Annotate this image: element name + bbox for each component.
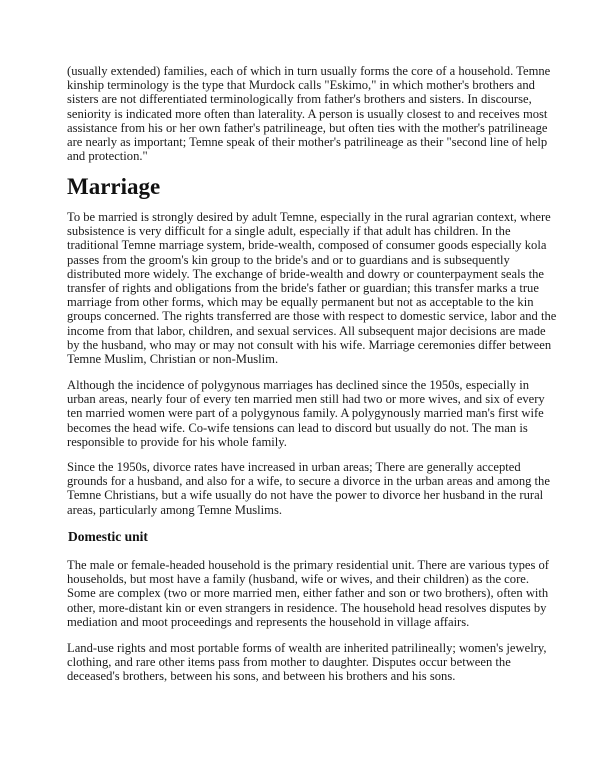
text-line: other, more-distant kin or even strangers in residence. The household head resolves disputes by: [67, 600, 547, 615]
text-line: deceased's brothers, between his sons, and between his brothers and his sons.: [67, 669, 456, 684]
text-line: urban areas, nearly four of every ten married men still had two or more wives, and six of every: [67, 392, 545, 407]
text-line: Since the 1950s, divorce rates have increased in urban areas; There are generally accepted: [67, 460, 521, 474]
heading-marriage: Marriage: [67, 174, 161, 199]
text-line: income from that labor, children, and sexual services. All subsequent major decisions are made: [67, 323, 546, 338]
text-line: are nearly as important; Temne speak of their mother's patrilineage as their "second line of help: [67, 135, 548, 150]
text-line: kinship terminology is the type that Murdock calls "Eskimo," in which mother's brothers and: [67, 78, 535, 93]
text-line: The male or female-headed household is the primary residential unit. There are various types of: [67, 558, 550, 572]
heading-domestic-unit: Domestic unit: [68, 529, 148, 544]
text-line: households, but most have a family (husband, wife or wives, and their children) as the core.: [67, 572, 529, 587]
text-line: clothing, and rare other items pass from mother to daughter. Disputes occur between the: [67, 655, 511, 670]
text-line: becomes the head wife. Co-wife tensions can lead to discord but usually do not. The man is: [67, 420, 528, 435]
text-line: by the husband, who may or may not consult with his wife. Marriage ceremonies differ between: [67, 337, 552, 352]
paragraph-marriage-3: [67, 460, 587, 517]
text-line: seniority is indicated more often than laterality. A person is usually closest to and receives most: [67, 106, 548, 121]
text-line: subsistence is very difficult for a single adult, especially if that adult has children. In the: [67, 224, 511, 239]
text-line: groups concerned. The rights transferred are those with respect to domestic service, labor and the: [67, 309, 557, 324]
text-line: ten married women were part of a polygynous family. A polygynously married man's first wife: [67, 406, 544, 421]
text-line: sisters are not differentiated terminologically from father's brothers and sisters. In discourse,: [67, 92, 532, 107]
text-line: areas, particularly among Temne Muslims.: [67, 502, 283, 517]
paragraph-domestic-1: [67, 558, 587, 629]
text-line: mediation and moot proceedings and represents the household in village affairs.: [67, 614, 470, 629]
text-line: Temne Muslim, Christian or non-Muslim.: [67, 352, 279, 367]
text-line: (usually extended) families, each of which in turn usually forms the core of a household. Temne: [67, 64, 551, 78]
text-line: Temne Christians, but a wife usually do not have the power to divorce her husband in the rural: [67, 488, 544, 503]
text-line: transfer of rights and obligations from the bride's father or guardian; this transfer marks a true: [67, 281, 539, 296]
paragraph-intro: [67, 64, 587, 163]
text-line: and protection.": [67, 149, 148, 164]
text-line: assistance from his or her own father's patrilineage, but often ties with the mother's patrilineage: [67, 120, 548, 135]
text-line: marriage from other forms, which may be equally permanent but not as acceptable to the kin: [67, 295, 534, 310]
text-line: Although the incidence of polygynous marriages has declined since the 1950s, especially in: [67, 378, 529, 392]
text-line: traditional Temne marriage system, bride-wealth, composed of consumer goods especially kola: [67, 238, 547, 253]
text-line: grounds for a husband, and also for a wife, to secure a divorce in the urban areas and among the: [67, 474, 550, 489]
paragraph-marriage-1: [67, 210, 587, 366]
text-line: To be married is strongly desired by adult Temne, especially in the rural agrarian context, where: [67, 210, 551, 224]
text-line: Some are complex (two or more married men, either father and son or two brothers), often with: [67, 586, 549, 601]
text-line: distributed more widely. The exchange of bride-wealth and dowry or counterpayment seals the: [67, 266, 545, 281]
text-line: Land-use rights and most portable forms of wealth are inherited patrilineally; women's jewelry,: [67, 641, 547, 655]
paragraph-domestic-2: [67, 641, 587, 684]
paragraph-marriage-2: [67, 378, 587, 449]
text-line: responsible to provide for his whole family.: [67, 434, 287, 449]
text-line: passes from the groom's kin group to the bride's and or to guardians and is subsequently: [67, 252, 510, 267]
